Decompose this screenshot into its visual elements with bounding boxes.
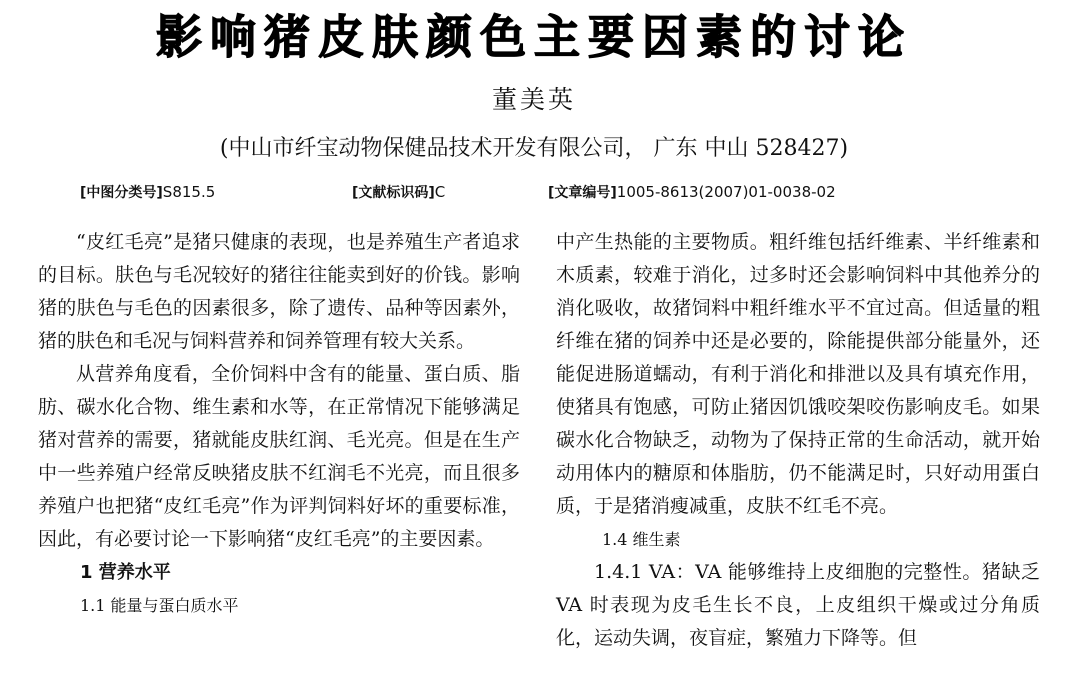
right-paragraph-1: 中产生热能的主要物质。粗纤维包括纤维素、半纤维素和木质素，较难于消化，过多时还会影响饲料中其他养分的消化吸收，故猪饲料中粗纤维水平不宜过高。但适量的粗纤维在猪的饲养中还是必要的，除能提供部分能量外，还能促进肠道蠕动，有利于消化和排泄以及具有填充作用，使猪具有饱感，可防止猪因饥饿咬架咬伤影响皮毛。如果碳水化合物缺乏，动物为了保持正常的生命活动，就开始动用体内的糖原和体脂肪，仍不能满足时，只好动用蛋白质，于是猪消瘦减重，皮肤不红毛不亮。 [556, 231, 1040, 517]
right-column [556, 226, 1040, 655]
document-code-value: C [434, 183, 446, 201]
right-paragraph-2: 1.4.1 VA：VA 能够维持上皮细胞的完整性。猪缺乏 VA 时表现为皮毛生长不良，上皮组织干燥或过分角质化，运动失调，夜盲症，繁殖力下降等。但 [556, 561, 1040, 649]
document-code-label: [文献标识码] [352, 185, 435, 201]
document-code [352, 181, 445, 204]
section-heading-nutrition: 1 营养水平 [80, 562, 171, 583]
classification-label: [中图分类号] [80, 185, 163, 201]
left-column [38, 226, 520, 622]
article-title: 影响猪皮肤颜色主要因素的讨论 [156, 10, 912, 64]
classification-number [80, 181, 215, 204]
article-number-value: 1005-8613(2007)01-0038-02 [616, 183, 836, 201]
left-paragraph-1: “皮红毛亮”是猪只健康的表现，也是养殖生产者追求的目标。肤色与毛况较好的猪往往能卖到好的价钱。影响猪的肤色与毛色的因素很多，除了遗传、品种等因素外，猪的肤色和毛况与饲料营养和饲养管理有较大关系。 [38, 231, 520, 352]
author-affiliation: (中山市纤宝动物保健品技术开发有限公司， 广东 中山 528427) [219, 136, 849, 161]
left-paragraph-2: 从营养角度看，全价饲料中含有的能量、蛋白质、脂肪、碳水化合物、维生素和水等，在正常情况下能够满足猪对营养的需要，猪就能皮肤红润、毛光亮。但是在生产中一些养殖户经常反映猪皮肤不红润毛不光亮，而且很多养殖户也把猪“皮红毛亮”作为评判饲料好坏的重要标准，因此，有必要讨论一下影响猪“皮红毛亮”的主要因素。 [38, 363, 520, 550]
author-name: 董美英 [491, 85, 576, 114]
article-number [548, 181, 836, 204]
classification-value: S815.5 [162, 183, 216, 201]
subsection-heading-vitamins: 1.4 维生素 [602, 530, 681, 549]
article-number-label: [文章编号] [548, 185, 617, 201]
subsection-heading-energy-protein: 1.1 能量与蛋白质水平 [80, 596, 239, 615]
